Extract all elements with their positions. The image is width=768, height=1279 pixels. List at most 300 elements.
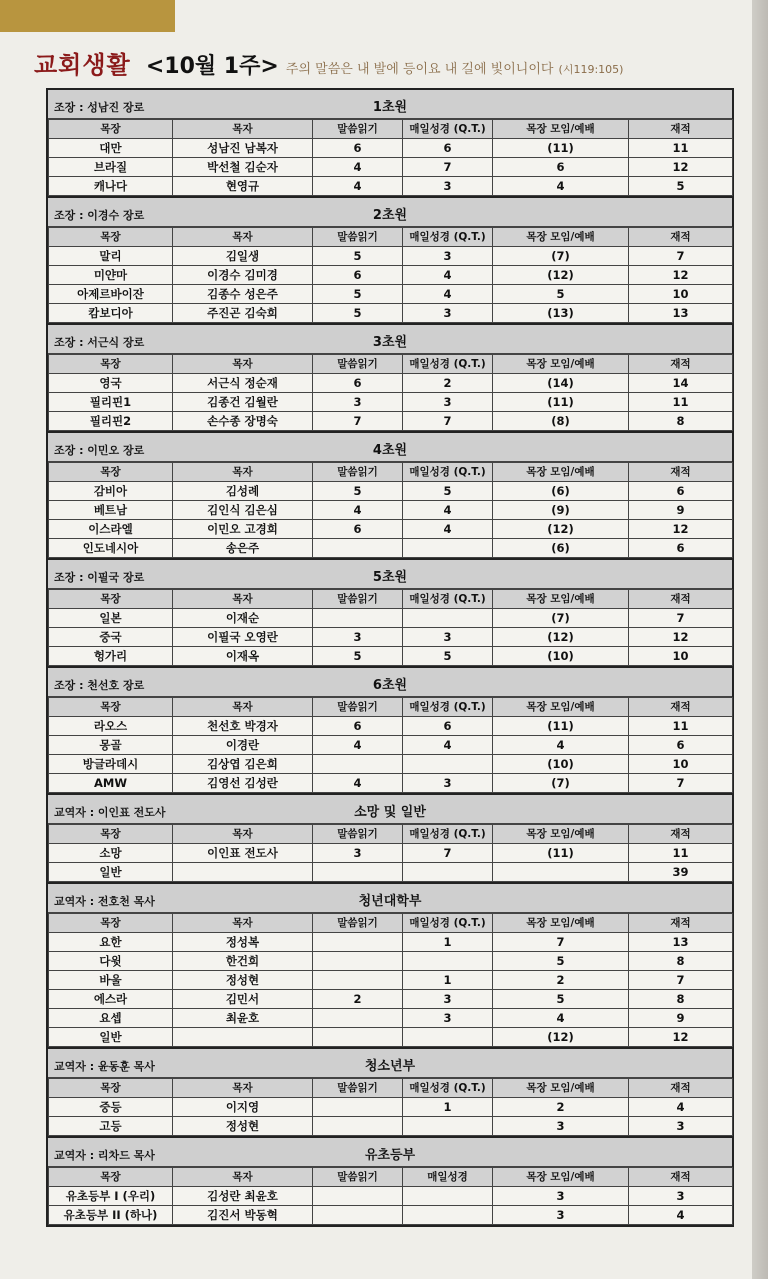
table-cell: (13) [493,304,629,323]
table-cell [313,971,403,990]
table-cell: 에스라 [49,990,173,1009]
column-header: 매일성경 (Q.T.) [403,825,493,844]
attendance-table [48,913,733,1047]
table-cell [493,863,629,882]
table-cell [313,952,403,971]
table-cell [403,609,493,628]
table-cell: 5 [493,990,629,1009]
table-row [49,139,733,158]
section [48,560,732,668]
section [48,198,732,325]
table-cell: 송은주 [173,539,313,558]
table-row [49,717,733,736]
table-cell: 4 [403,736,493,755]
section-title: 5초원 [372,570,408,585]
column-header-row [49,590,733,609]
table-cell: 일반 [49,1028,173,1047]
column-header: 목자 [173,590,313,609]
table-cell: 김종건 김월란 [173,393,313,412]
table-cell: 6 [629,539,733,558]
table-row [49,933,733,952]
column-header: 말씀읽기 [313,1079,403,1098]
table-cell: 6 [403,139,493,158]
table-cell: 정성복 [173,933,313,952]
table-cell: 11 [629,139,733,158]
table-cell: 7 [629,247,733,266]
column-header: 재적 [629,463,733,482]
table-cell: 10 [629,755,733,774]
column-header: 목장 모임/예배 [493,1168,629,1187]
table-cell [403,952,493,971]
table-cell: 5 [313,304,403,323]
table-cell: 김진서 박동혁 [173,1206,313,1225]
table-cell: 브라질 [49,158,173,177]
table-cell [313,863,403,882]
section-header [48,668,732,697]
table-cell: 2 [493,971,629,990]
table-cell: 아제르바이잔 [49,285,173,304]
table-cell: 5 [313,647,403,666]
table-cell: (6) [493,539,629,558]
column-header: 매일성경 (Q.T.) [403,228,493,247]
table-cell: 12 [629,628,733,647]
table-cell: 3 [403,247,493,266]
section-header [48,325,732,354]
section-title: 청년대학부 [358,894,422,909]
column-header: 목장 [49,698,173,717]
attendance-table [48,1078,733,1136]
table-cell [313,933,403,952]
column-header: 재적 [629,698,733,717]
page-title: 교회생활 [34,51,131,79]
column-header: 말씀읽기 [313,120,403,139]
section-header [48,1049,732,1078]
table-cell: 일본 [49,609,173,628]
table-cell: 1 [403,1098,493,1117]
table-cell: 7 [403,158,493,177]
table-cell: 대만 [49,139,173,158]
scripture-reference: (시119:105) [558,63,624,76]
column-header: 목장 모임/예배 [493,355,629,374]
section-leader: 조장 : 서근식 장로 [54,336,145,349]
attendance-table [48,119,733,196]
table-cell: 김영선 김성란 [173,774,313,793]
section-leader: 교역자 : 이인표 전도사 [54,806,166,819]
table-row [49,952,733,971]
table-cell: 10 [629,647,733,666]
section [48,795,732,884]
table-cell: 인도네시아 [49,539,173,558]
section-leader: 교역자 : 리차드 목사 [54,1149,155,1162]
table-cell: 이재옥 [173,647,313,666]
table-row [49,1187,733,1206]
table-cell: 8 [629,412,733,431]
table-cell: 3 [403,393,493,412]
table-cell: 3 [493,1206,629,1225]
column-header: 매일성경 (Q.T.) [403,590,493,609]
table-cell: 5 [313,247,403,266]
section-title: 4초원 [372,443,408,458]
table-row [49,482,733,501]
table-cell [313,755,403,774]
attendance-table [48,697,733,793]
column-header: 재적 [629,825,733,844]
attendance-table [48,354,733,431]
table-cell: (7) [493,247,629,266]
table-cell: (12) [493,520,629,539]
table-row [49,374,733,393]
table-cell: 정성현 [173,971,313,990]
table-cell: 중등 [49,1098,173,1117]
column-header: 매일성경 (Q.T.) [403,355,493,374]
table-cell: 캄보디아 [49,304,173,323]
table-cell: 12 [629,1028,733,1047]
table-cell: 이경수 김미경 [173,266,313,285]
column-header: 목장 모임/예배 [493,914,629,933]
attendance-table [48,589,733,666]
table-cell: 4 [493,736,629,755]
table-cell: 헝가리 [49,647,173,666]
column-header-row [49,825,733,844]
scripture-verse: 주의 말씀은 내 발에 등이요 내 길에 빛이니이다 [285,62,554,77]
table-row [49,158,733,177]
column-header: 재적 [629,120,733,139]
table-cell: 김인식 김은심 [173,501,313,520]
table-cell: 12 [629,266,733,285]
table-cell: 이지영 [173,1098,313,1117]
table-cell: 서근식 정순재 [173,374,313,393]
section-leader: 교역자 : 전호천 목사 [54,895,155,908]
column-header: 목자 [173,120,313,139]
table-cell: 현영규 [173,177,313,196]
table-row [49,1206,733,1225]
table-cell: (10) [493,755,629,774]
section-header [48,433,732,462]
table-cell [313,1187,403,1206]
section-leader: 교역자 : 윤동훈 목사 [54,1060,155,1073]
section [48,90,732,198]
column-header: 목장 모임/예배 [493,825,629,844]
table-row [49,1117,733,1136]
table-row [49,247,733,266]
table-cell: 5 [403,482,493,501]
table-cell: 정성현 [173,1117,313,1136]
table-cell: 7 [629,971,733,990]
column-header: 목장 [49,1079,173,1098]
table-cell: 6 [313,520,403,539]
table-row [49,863,733,882]
table-cell: 베트남 [49,501,173,520]
table-cell [313,1117,403,1136]
column-header: 매일성경 (Q.T.) [403,463,493,482]
table-cell: 7 [313,412,403,431]
column-header-row [49,355,733,374]
table-cell: (11) [493,717,629,736]
column-header: 목자 [173,698,313,717]
table-cell: 11 [629,393,733,412]
table-cell: 12 [629,520,733,539]
column-header: 말씀읽기 [313,590,403,609]
table-cell: 6 [313,717,403,736]
column-header: 목장 [49,228,173,247]
table-cell: 3 [403,1009,493,1028]
table-cell [313,1206,403,1225]
table-row [49,628,733,647]
table-cell: 4 [403,501,493,520]
column-header: 재적 [629,228,733,247]
column-header: 목장 모임/예배 [493,590,629,609]
table-cell: (12) [493,1028,629,1047]
column-header: 목장 모임/예배 [493,120,629,139]
table-row [49,177,733,196]
column-header: 매일성경 (Q.T.) [403,1079,493,1098]
table-cell [403,1187,493,1206]
section-title: 유초등부 [364,1148,416,1163]
table-cell: 7 [629,774,733,793]
section-leader: 조장 : 이민오 장로 [54,444,145,457]
table-row [49,1098,733,1117]
page-header [34,45,623,80]
table-cell: 3 [629,1117,733,1136]
column-header: 재적 [629,590,733,609]
table-cell [313,609,403,628]
section-header [48,884,732,913]
table-row [49,844,733,863]
table-cell: 주진곤 김숙희 [173,304,313,323]
table-row [49,520,733,539]
table-cell: 박선철 김순자 [173,158,313,177]
table-cell: 김성례 [173,482,313,501]
table-cell: 몽골 [49,736,173,755]
column-header-row [49,120,733,139]
table-cell [313,1098,403,1117]
section-title: 소망 및 일반 [354,805,426,820]
column-header: 목장 [49,463,173,482]
table-cell: (6) [493,482,629,501]
table-row [49,304,733,323]
table-cell: 4 [629,1206,733,1225]
table-cell: 8 [629,990,733,1009]
table-cell: 5 [313,285,403,304]
table-cell: 5 [629,177,733,196]
table-cell: 이민오 고경희 [173,520,313,539]
table-cell: (11) [493,393,629,412]
table-cell: 말리 [49,247,173,266]
table-cell: 김상엽 김은희 [173,755,313,774]
section-title: 청소년부 [364,1059,416,1074]
table-cell: 김민서 [173,990,313,1009]
column-header: 매일성경 [403,1168,493,1187]
table-cell: 4 [403,266,493,285]
section-header [48,1138,732,1167]
table-cell: 이인표 전도사 [173,844,313,863]
table-cell: AMW [49,774,173,793]
table-cell [403,1117,493,1136]
table-cell: 김종수 성은주 [173,285,313,304]
table-cell: 39 [629,863,733,882]
table-cell: 다윗 [49,952,173,971]
table-cell: 4 [493,1009,629,1028]
section-header [48,795,732,824]
table-cell [403,539,493,558]
table-cell: 이재순 [173,609,313,628]
table-cell: 천선호 박경자 [173,717,313,736]
table-cell: 6 [629,736,733,755]
column-header: 목장 모임/예배 [493,698,629,717]
table-cell: 3 [493,1117,629,1136]
attendance-table [48,227,733,323]
table-cell: 9 [629,1009,733,1028]
column-header: 말씀읽기 [313,228,403,247]
column-header: 재적 [629,1079,733,1098]
table-cell: 6 [313,374,403,393]
table-cell: 손수종 장명숙 [173,412,313,431]
section [48,1138,732,1225]
table-row [49,1009,733,1028]
table-cell: 6 [313,266,403,285]
table-cell: 3 [313,628,403,647]
column-header: 목장 [49,914,173,933]
table-row [49,539,733,558]
table-cell [403,863,493,882]
column-header: 말씀읽기 [313,1168,403,1187]
table-cell: 6 [629,482,733,501]
column-header: 목장 [49,120,173,139]
section-leader: 조장 : 성남진 장로 [54,101,145,114]
column-header-row [49,698,733,717]
column-header: 말씀읽기 [313,825,403,844]
table-row [49,990,733,1009]
column-header: 말씀읽기 [313,698,403,717]
table-cell: 한건희 [173,952,313,971]
section [48,433,732,560]
table-cell [173,1028,313,1047]
column-header: 매일성경 (Q.T.) [403,914,493,933]
column-header: 매일성경 (Q.T.) [403,698,493,717]
table-cell: 1 [403,933,493,952]
section-header [48,198,732,227]
column-header: 목장 [49,355,173,374]
table-row [49,285,733,304]
column-header: 목자 [173,1168,313,1187]
table-cell: 고등 [49,1117,173,1136]
table-cell [313,1028,403,1047]
table-cell: 미얀마 [49,266,173,285]
table-cell: 소망 [49,844,173,863]
attendance-table [48,462,733,558]
table-cell: 7 [403,844,493,863]
table-cell: 감비아 [49,482,173,501]
table-cell: (9) [493,501,629,520]
column-header: 매일성경 (Q.T.) [403,120,493,139]
column-header: 목자 [173,1079,313,1098]
table-cell: 2 [313,990,403,1009]
table-cell: 캐나다 [49,177,173,196]
column-header-row [49,914,733,933]
table-cell: 3 [403,177,493,196]
table-row [49,736,733,755]
table-cell [403,755,493,774]
attendance-table [48,824,733,882]
column-header: 말씀읽기 [313,914,403,933]
table-cell: 6 [313,139,403,158]
table-cell: 7 [493,933,629,952]
page-spine [752,0,768,1279]
table-cell: 필리핀2 [49,412,173,431]
column-header: 목자 [173,825,313,844]
column-header: 말씀읽기 [313,463,403,482]
column-header-row [49,463,733,482]
table-cell: 3 [313,844,403,863]
column-header: 목장 [49,1168,173,1187]
table-cell: 성남진 남복자 [173,139,313,158]
column-header: 재적 [629,355,733,374]
week-label: <10월 1주> [145,54,279,79]
table-cell: 4 [313,501,403,520]
table-cell: 13 [629,304,733,323]
column-header: 재적 [629,1168,733,1187]
table-cell [313,1009,403,1028]
table-cell: 영국 [49,374,173,393]
section-title: 6초원 [372,678,408,693]
table-cell: 1 [403,971,493,990]
section [48,668,732,795]
table-row [49,647,733,666]
table-cell [313,539,403,558]
column-header-row [49,228,733,247]
table-cell: 3 [493,1187,629,1206]
column-header: 목자 [173,355,313,374]
table-cell: (10) [493,647,629,666]
table-row [49,1028,733,1047]
section-leader: 조장 : 이필국 장로 [54,571,145,584]
table-cell: 3 [403,628,493,647]
table-cell: 2 [493,1098,629,1117]
column-header: 말씀읽기 [313,355,403,374]
table-cell: 13 [629,933,733,952]
page-tab-accent [0,0,175,32]
table-cell: 최윤호 [173,1009,313,1028]
table-row [49,971,733,990]
table-cell: 4 [313,177,403,196]
section [48,325,732,433]
table-row [49,501,733,520]
table-cell: 14 [629,374,733,393]
table-cell: (12) [493,628,629,647]
table-cell: 요한 [49,933,173,952]
table-cell: (14) [493,374,629,393]
column-header: 목장 [49,590,173,609]
table-row [49,755,733,774]
table-cell: 김일생 [173,247,313,266]
table-cell: 10 [629,285,733,304]
column-header: 목장 모임/예배 [493,228,629,247]
table-cell: (11) [493,139,629,158]
table-row [49,266,733,285]
column-header: 재적 [629,914,733,933]
table-row [49,774,733,793]
table-cell [173,863,313,882]
table-cell: 방글라데시 [49,755,173,774]
column-header: 목자 [173,914,313,933]
table-cell: 8 [629,952,733,971]
table-cell: 4 [313,774,403,793]
column-header-row [49,1168,733,1187]
table-cell: 11 [629,717,733,736]
table-cell: 이스라엘 [49,520,173,539]
column-header: 목장 [49,825,173,844]
table-cell: 7 [403,412,493,431]
